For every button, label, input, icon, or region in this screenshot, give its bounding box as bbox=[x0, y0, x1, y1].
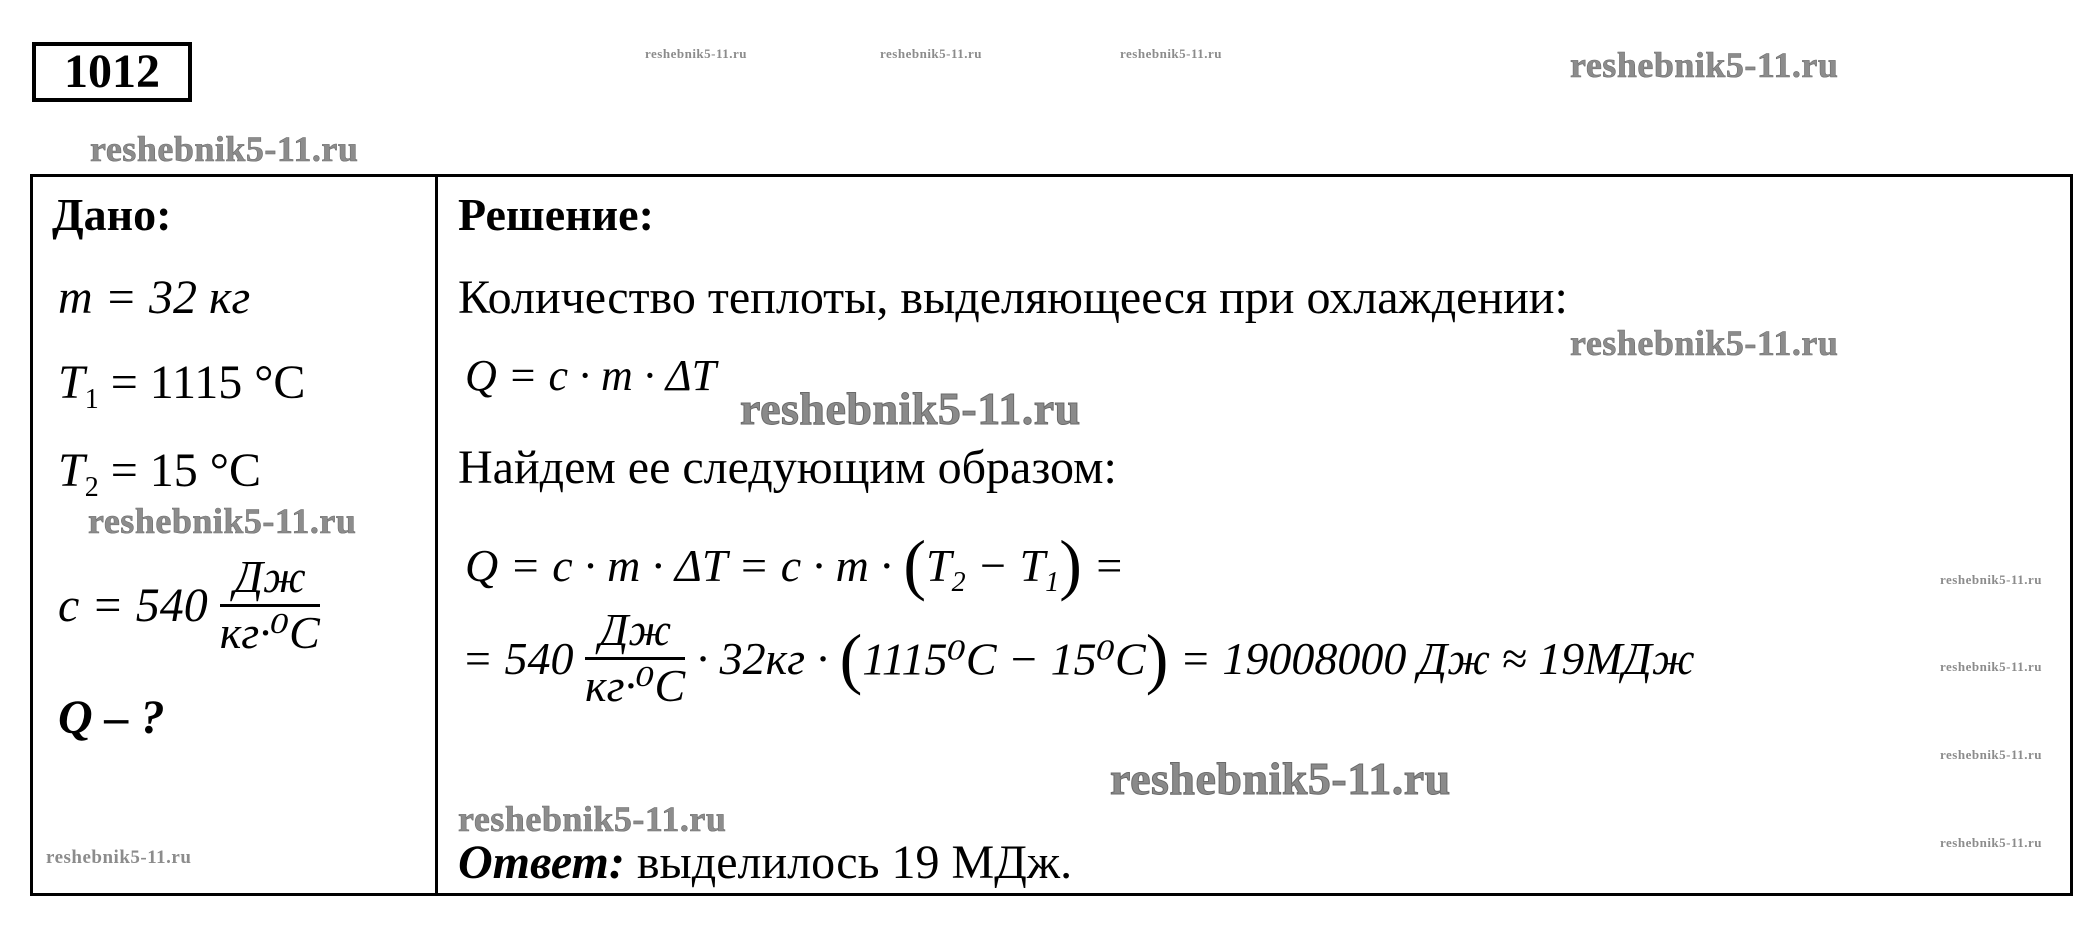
column-divider bbox=[435, 174, 438, 896]
formula3-fraction: $\frac{Дж}{\text{кг·⁰С}}$ bbox=[585, 604, 686, 711]
solution-title: Решение: bbox=[458, 189, 654, 240]
given-c: c = 540 $\frac{Дж}{\text{кг·⁰С}}$ bbox=[58, 551, 320, 658]
answer: Ответ: выделилось 19 МДж. bbox=[458, 836, 1073, 889]
given-find: Q – ? bbox=[58, 691, 165, 744]
watermark: reshebnik5-11.ru bbox=[880, 46, 983, 61]
solution-line2: Найдем ее следующим образом: bbox=[458, 441, 1117, 494]
watermark: reshebnik5-11.ru bbox=[1110, 753, 1451, 804]
watermark: reshebnik5-11.ru bbox=[1570, 45, 1839, 85]
problem-number: 1012 bbox=[32, 42, 192, 102]
watermark: reshebnik5-11.ru bbox=[90, 129, 359, 169]
watermark: reshebnik5-11.ru bbox=[46, 847, 192, 868]
formula-2: $Q = c \cdot m \cdot \Delta T = c \cdot m \cdot (T_2 - T_1)$ = bbox=[465, 526, 1125, 602]
given-t1: $T_1 = 1115$ °С bbox=[58, 356, 306, 415]
watermark: reshebnik5-11.ru bbox=[1940, 659, 2043, 674]
watermark: reshebnik5-11.ru bbox=[740, 383, 1081, 434]
given-t2: $T_2 = 15$ °С bbox=[58, 444, 261, 503]
given-mass: m = 32 кг bbox=[58, 271, 251, 324]
c-fraction: $\frac{Дж}{\text{кг·⁰С}}$ bbox=[219, 551, 320, 658]
watermark: reshebnik5-11.ru bbox=[458, 799, 727, 839]
watermark: reshebnik5-11.ru bbox=[88, 501, 357, 541]
formula-1: Q = c · m · ΔT bbox=[465, 351, 717, 400]
given-title: Дано: bbox=[52, 189, 172, 240]
watermark: reshebnik5-11.ru bbox=[1120, 46, 1223, 61]
formula-3: = 540 $\frac{Дж}{\text{кг·⁰С}}$ · 32кг · (1115⁰С − 15⁰С) = 19008000 Дж ≈ 19МДж bbox=[462, 604, 1695, 711]
watermark: reshebnik5-11.ru bbox=[1940, 747, 2043, 762]
watermark: reshebnik5-11.ru bbox=[1940, 835, 2043, 850]
solution-line1: Количество теплоты, выделяющееся при охлаждении: bbox=[458, 271, 1568, 324]
watermark: reshebnik5-11.ru bbox=[645, 46, 748, 61]
watermark: reshebnik5-11.ru bbox=[1570, 323, 1839, 363]
watermark: reshebnik5-11.ru bbox=[1940, 572, 2043, 587]
